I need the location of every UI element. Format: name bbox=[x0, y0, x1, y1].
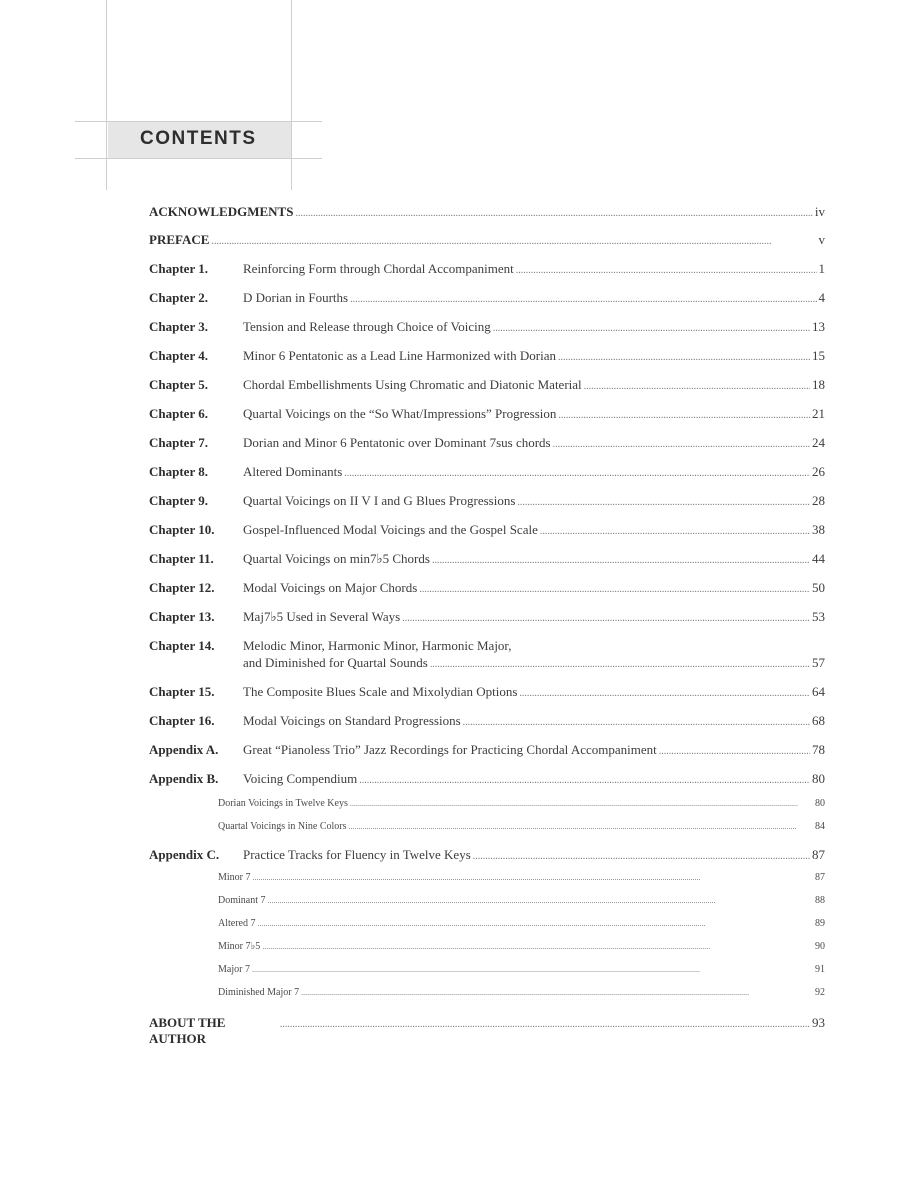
toc-page-number: 90 bbox=[815, 941, 825, 952]
toc-chapter-number: Chapter 10. bbox=[149, 522, 215, 537]
frame-line-vertical-left bbox=[106, 0, 107, 190]
toc-page-number: 57 bbox=[812, 655, 825, 670]
toc-page-number: 88 bbox=[815, 895, 825, 906]
toc-subentry-title: Diminished Major 7 bbox=[218, 987, 300, 998]
toc-entry-appendix-b[interactable] bbox=[149, 771, 825, 789]
toc-chapter-title: Tension and Release through Choice of Voicing bbox=[243, 319, 491, 334]
toc-entry-chapter-10[interactable] bbox=[149, 522, 825, 540]
toc-page-number: 78 bbox=[812, 742, 825, 757]
toc-subentry-title: Altered 7 bbox=[218, 918, 256, 929]
toc-page-number: 21 bbox=[812, 406, 825, 421]
toc-entry-chapter-6[interactable] bbox=[149, 406, 825, 424]
toc-chapter-title-line-1: Melodic Minor, Harmonic Minor, Harmonic Major, bbox=[243, 638, 512, 653]
leader-dots bbox=[584, 379, 810, 395]
leader-dots bbox=[253, 871, 814, 884]
leader-dots bbox=[258, 917, 814, 930]
toc-entry-chapter-11[interactable] bbox=[149, 551, 825, 569]
leader-dots bbox=[262, 940, 813, 953]
toc-entry-label: ABOUT THE AUTHOR bbox=[149, 1015, 226, 1046]
toc-subentry-title: Minor 7 bbox=[218, 872, 251, 883]
leader-dots bbox=[350, 292, 816, 308]
toc-chapter-number: Chapter 3. bbox=[149, 319, 208, 334]
toc-page-number: iv bbox=[814, 204, 825, 219]
toc-page-number: 53 bbox=[812, 609, 825, 624]
toc-chapter-title: Modal Voicings on Standard Progressions bbox=[243, 713, 461, 728]
toc-subentry-quartal-voicings[interactable] bbox=[218, 820, 825, 833]
toc-entry-chapter-8[interactable] bbox=[149, 464, 825, 482]
toc-page-number: 68 bbox=[812, 713, 825, 728]
toc-page-number: 80 bbox=[815, 798, 825, 809]
toc-chapter-number: Chapter 7. bbox=[149, 435, 208, 450]
toc-subentry-title: Minor 7♭5 bbox=[218, 941, 261, 952]
toc-page-number: 84 bbox=[815, 821, 825, 832]
toc-chapter-title: Voicing Compendium bbox=[243, 771, 358, 786]
leader-dots bbox=[252, 963, 813, 976]
toc-entry-chapter-1[interactable] bbox=[149, 261, 825, 279]
toc-page-number: 89 bbox=[815, 918, 825, 929]
leader-dots bbox=[473, 849, 810, 865]
toc-page-number: 50 bbox=[812, 580, 825, 595]
toc-page-number: 64 bbox=[812, 684, 825, 699]
toc-subentry-dorian-voicings[interactable] bbox=[218, 797, 825, 810]
toc-chapter-number: Chapter 16. bbox=[149, 713, 215, 728]
leader-dots bbox=[280, 1017, 810, 1033]
leader-dots bbox=[463, 715, 810, 731]
toc-chapter-number: Appendix B. bbox=[149, 771, 219, 786]
leader-dots bbox=[558, 408, 810, 424]
toc-chapter-number: Chapter 5. bbox=[149, 377, 208, 392]
leader-dots bbox=[359, 773, 810, 789]
toc-chapter-title-line-2: and Diminished for Quartal Sounds bbox=[243, 655, 428, 670]
toc-page-number: 44 bbox=[812, 551, 825, 566]
toc-subentry-minor-7[interactable] bbox=[218, 871, 825, 884]
toc-chapter-number: Chapter 4. bbox=[149, 348, 208, 363]
toc-entry-chapter-14-continued[interactable] bbox=[243, 655, 825, 673]
toc-chapter-number: Appendix A. bbox=[149, 742, 219, 757]
toc-chapter-title: Great “Pianoless Trio” Jazz Recordings for Practicing Chordal Accompaniment bbox=[243, 742, 657, 757]
toc-chapter-title: D Dorian in Fourths bbox=[243, 290, 349, 305]
leader-dots bbox=[553, 437, 810, 453]
toc-entry-chapter-13[interactable] bbox=[149, 609, 825, 627]
toc-chapter-title: Gospel-Influenced Modal Voicings and the Gospel Scale bbox=[243, 522, 538, 537]
toc-page-number: 26 bbox=[812, 464, 825, 479]
toc-page-number: 91 bbox=[815, 964, 825, 975]
toc-entry-chapter-12[interactable] bbox=[149, 580, 825, 598]
leader-dots bbox=[350, 797, 813, 810]
leader-dots bbox=[211, 234, 816, 250]
toc-page-number: 92 bbox=[815, 987, 825, 998]
leader-dots bbox=[659, 744, 810, 760]
toc-entry-chapter-9[interactable] bbox=[149, 493, 825, 511]
toc-chapter-title: Altered Dominants bbox=[243, 464, 343, 479]
page-title: CONTENTS bbox=[140, 128, 257, 149]
toc-page-number: 93 bbox=[812, 1015, 825, 1030]
toc-chapter-number: Chapter 14. bbox=[149, 638, 215, 653]
toc-subentry-diminished-major-7[interactable] bbox=[218, 986, 825, 999]
toc-subentry-title: Dorian Voicings in Twelve Keys bbox=[218, 798, 348, 809]
toc-subentry-title: Dominant 7 bbox=[218, 895, 266, 906]
leader-dots bbox=[295, 206, 812, 222]
toc-entry-chapter-2[interactable] bbox=[149, 290, 825, 308]
toc-chapter-number: Chapter 13. bbox=[149, 609, 215, 624]
leader-dots bbox=[432, 553, 810, 569]
toc-chapter-number: Chapter 15. bbox=[149, 684, 215, 699]
leader-dots bbox=[268, 894, 814, 907]
toc-chapter-number: Chapter 1. bbox=[149, 261, 208, 276]
toc-entry-chapter-16[interactable] bbox=[149, 713, 825, 731]
toc-page-number: 4 bbox=[818, 290, 825, 305]
toc-page-number: 80 bbox=[812, 771, 825, 786]
leader-dots bbox=[301, 986, 813, 999]
toc-entry-label: PREFACE bbox=[149, 232, 210, 247]
toc-page-number: 87 bbox=[815, 872, 825, 883]
toc-chapter-number: Chapter 8. bbox=[149, 464, 208, 479]
toc-entry-preface[interactable] bbox=[149, 232, 825, 250]
toc-entry-acknowledgments[interactable] bbox=[149, 204, 825, 222]
frame-line-vertical-right bbox=[291, 0, 292, 190]
toc-page-number: v bbox=[818, 232, 825, 247]
toc-subentry-dominant-7[interactable] bbox=[218, 894, 825, 907]
leader-dots bbox=[402, 611, 810, 627]
leader-dots bbox=[540, 524, 810, 540]
toc-subentry-minor-7-flat-5[interactable] bbox=[218, 940, 825, 953]
leader-dots bbox=[516, 263, 817, 279]
toc-entry-chapter-5[interactable] bbox=[149, 377, 825, 395]
toc-chapter-title: Quartal Voicings on II V I and G Blues Progressions bbox=[243, 493, 516, 508]
toc-page-number: 87 bbox=[812, 847, 825, 862]
leader-dots bbox=[519, 686, 810, 702]
leader-dots bbox=[558, 350, 810, 366]
toc-chapter-title: Chordal Embellishments Using Chromatic and Diatonic Material bbox=[243, 377, 582, 392]
toc-entry-chapter-3[interactable] bbox=[149, 319, 825, 337]
toc-subentry-altered-7[interactable] bbox=[218, 917, 825, 930]
leader-dots bbox=[344, 466, 810, 482]
leader-dots bbox=[419, 582, 810, 598]
toc-chapter-number: Chapter 9. bbox=[149, 493, 208, 508]
toc-entry-appendix-c[interactable] bbox=[149, 847, 825, 865]
leader-dots bbox=[493, 321, 810, 337]
frame-line-horizontal-bottom bbox=[75, 158, 322, 159]
toc-chapter-title: Quartal Voicings on min7♭5 Chords bbox=[243, 551, 430, 566]
toc-page-number: 1 bbox=[818, 261, 825, 276]
toc-entry-chapter-4[interactable] bbox=[149, 348, 825, 366]
toc-chapter-number: Chapter 2. bbox=[149, 290, 208, 305]
leader-dots bbox=[349, 820, 813, 833]
toc-chapter-title: Maj7♭5 Used in Several Ways bbox=[243, 609, 401, 624]
toc-chapter-title: Quartal Voicings on the “So What/Impressions” Progression bbox=[243, 406, 557, 421]
toc-entry-label: ACKNOWLEDGMENTS bbox=[149, 204, 294, 219]
toc-subentry-major-7[interactable] bbox=[218, 963, 825, 976]
toc-page-number: 38 bbox=[812, 522, 825, 537]
toc-entry-chapter-15[interactable] bbox=[149, 684, 825, 702]
toc-chapter-number: Appendix C. bbox=[149, 847, 220, 862]
toc-entry-about-the-author[interactable] bbox=[149, 1015, 825, 1047]
toc-subentry-title: Quartal Voicings in Nine Colors bbox=[218, 821, 347, 832]
toc-chapter-title: Minor 6 Pentatonic as a Lead Line Harmonized with Dorian bbox=[243, 348, 556, 363]
toc-chapter-title: Practice Tracks for Fluency in Twelve Keys bbox=[243, 847, 471, 862]
toc-entry-chapter-14[interactable] bbox=[149, 638, 825, 654]
toc-chapter-title: The Composite Blues Scale and Mixolydian Options bbox=[243, 684, 518, 699]
toc-page-number: 24 bbox=[812, 435, 825, 450]
toc-page-number: 13 bbox=[812, 319, 825, 334]
toc-chapter-number: Chapter 6. bbox=[149, 406, 208, 421]
toc-chapter-number: Chapter 12. bbox=[149, 580, 215, 595]
toc-chapter-number: Chapter 11. bbox=[149, 551, 214, 566]
toc-chapter-title: Dorian and Minor 6 Pentatonic over Dominant 7sus chords bbox=[243, 435, 551, 450]
toc-page-number: 15 bbox=[812, 348, 825, 363]
toc-chapter-title: Reinforcing Form through Chordal Accompaniment bbox=[243, 261, 514, 276]
leader-dots bbox=[517, 495, 810, 511]
toc-entry-appendix-a[interactable] bbox=[149, 742, 825, 760]
toc-page-number: 18 bbox=[812, 377, 825, 392]
toc-entry-chapter-7[interactable] bbox=[149, 435, 825, 453]
toc-page-number: 28 bbox=[812, 493, 825, 508]
toc-chapter-title: Modal Voicings on Major Chords bbox=[243, 580, 418, 595]
toc-subentry-title: Major 7 bbox=[218, 964, 250, 975]
leader-dots bbox=[430, 657, 810, 673]
